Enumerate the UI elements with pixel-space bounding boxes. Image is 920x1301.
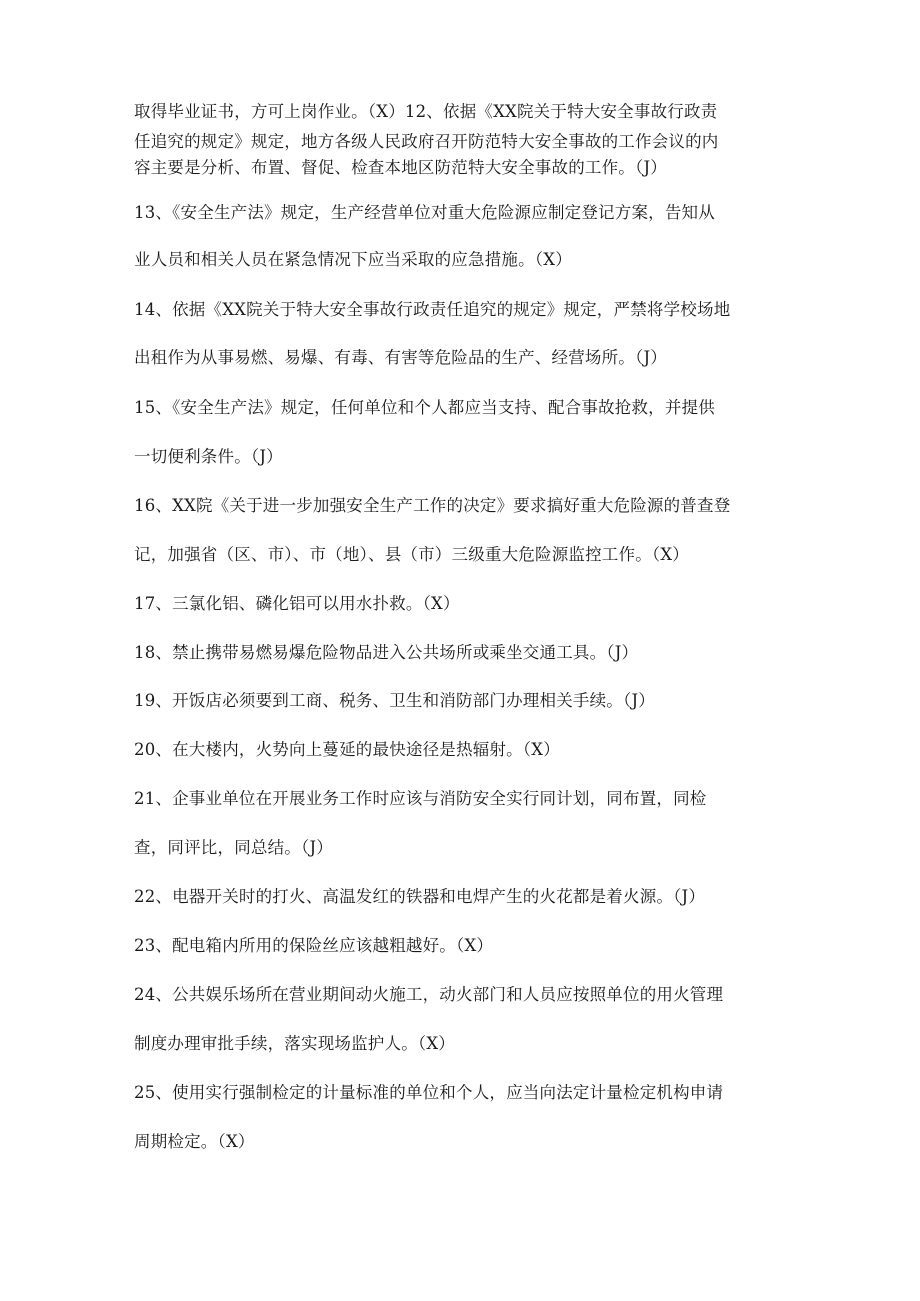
- text-line: 查，同评比，同总结。（J）: [134, 838, 333, 857]
- text-line: 21、企事业单位在开展业务工作时应该与消防安全实行同计划，同布置，同检: [134, 789, 707, 808]
- text-line: 15、《安全生产法》规定，任何单位和个人都应当支持、配合事故抢救，并提供: [134, 398, 715, 417]
- text-line: 24、公共娱乐场所在营业期间动火施工，动火部门和人员应按照单位的用火管理: [134, 985, 724, 1004]
- text-line: 一切便利条件。（J）: [134, 447, 283, 466]
- text-line: 业人员和相关人员在紧急情况下应当采取的应急措施。（X）: [134, 250, 572, 269]
- text-line: 16、XX院《关于进一步加强安全生产工作的决定》要求搞好重大危险源的普查登: [134, 496, 731, 515]
- text-line: 记，加强省（区、市）、市（地）、县（市）三级重大危险源监控工作。（X）: [134, 545, 689, 564]
- text-line: 出租作为从事易燃、易爆、有毒、有害等危险品的生产、经营场所。（J）: [134, 348, 667, 367]
- text-line: 容主要是分析、布置、督促、检查本地区防范特大安全事故的工作。（J）: [134, 158, 667, 177]
- text-line: 23、配电箱内所用的保险丝应该越粗越好。（X）: [134, 936, 494, 955]
- text-line: 任追究的规定》规定，地方各级人民政府召开防范特大安全事故的工作会议的内: [134, 132, 719, 151]
- text-line: 取得毕业证书，方可上岗作业。（X）12、依据《XX院关于特大安全事故行政责: [134, 102, 718, 121]
- text-line: 22、电器开关时的打火、高温发红的铁器和电焊产生的火花都是着火源。（J）: [134, 887, 706, 906]
- text-line: 周期检定。（X）: [134, 1132, 255, 1151]
- text-line: 13、《安全生产法》规定，生产经营单位对重大危险源应制定登记方案，告知从: [134, 203, 715, 222]
- text-line: 20、在大楼内，火势向上蔓延的最快途径是热辐射。（X）: [134, 740, 560, 759]
- text-line: 17、三氯化铝、磷化铝可以用水扑救。（X）: [134, 594, 460, 613]
- text-line: 25、使用实行强制检定的计量标准的单位和个人，应当向法定计量检定机构申请: [134, 1083, 724, 1102]
- text-line: 制度办理审批手续，落实现场监护人。（X）: [134, 1034, 455, 1053]
- text-line: 18、禁止携带易燃易爆危险物品进入公共场所或乘坐交通工具。（J）: [134, 643, 639, 662]
- text-line: 14、依据《XX院关于特大安全事故行政责任追究的规定》规定，严禁将学校场地: [134, 300, 731, 319]
- text-line: 19、开饭店必须要到工商、税务、卫生和消防部门办理相关手续。（J）: [134, 691, 655, 710]
